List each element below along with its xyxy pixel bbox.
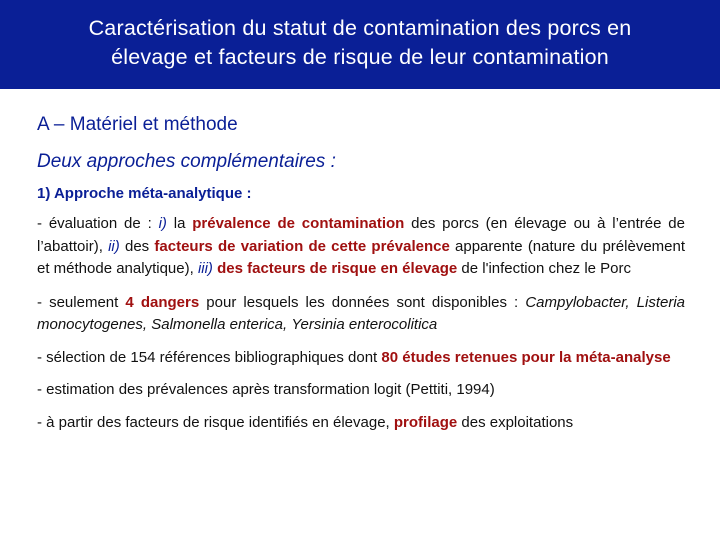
bullet-text: - estimation des prévalences après transformation logit (Pettiti, 1994) bbox=[37, 381, 495, 398]
roman-numeral: ii) bbox=[108, 237, 120, 255]
highlight-text: 80 études retenues pour la méta-analyse bbox=[381, 348, 671, 366]
header-divider bbox=[0, 88, 720, 89]
approach-1-title: 1) Approche méta-analytique : bbox=[37, 185, 252, 202]
bullet-text: apparente (nature du prélèvement et méthode analytique), bbox=[37, 237, 686, 277]
bullet-text: des exploitations bbox=[457, 413, 574, 431]
highlight-text: facteurs de variation de cette prévalence bbox=[154, 237, 450, 255]
species-name: Campylobacter, bbox=[525, 293, 630, 311]
bullet-dangers bbox=[37, 292, 685, 337]
bullet-selection bbox=[37, 347, 685, 370]
section-title: A – Matériel et méthode bbox=[37, 114, 238, 135]
roman-numeral: iii) bbox=[197, 260, 213, 277]
species-name: Yersinia enterocolitica bbox=[291, 316, 438, 333]
highlight-text: 4 dangers bbox=[125, 293, 200, 311]
bullet-text: - à partir des facteurs de risque identifiés en élevage, bbox=[37, 413, 394, 431]
highlight-text: profilage bbox=[393, 413, 458, 431]
bullet-text: - sélection de 154 références bibliographiques dont bbox=[37, 348, 382, 366]
bullet-text: des porcs (en élevage ou à l’entrée de l’abattoir), bbox=[37, 215, 685, 255]
bullet-text: la bbox=[166, 215, 193, 232]
slide-content bbox=[37, 112, 685, 434]
title-line-1: Caractérisation du statut de contamination des porcs en bbox=[88, 16, 632, 40]
roman-numeral: i) bbox=[158, 215, 167, 232]
bullet-text: de l'infection chez le Porc bbox=[457, 260, 632, 277]
title-line-2: élevage et facteurs de risque de leur contamination bbox=[111, 45, 609, 69]
bullet-text: des bbox=[119, 237, 155, 255]
bullet-text: - évaluation de : bbox=[37, 215, 159, 232]
bullet-text: - seulement bbox=[37, 293, 126, 311]
highlight-text: prévalence de contamination bbox=[192, 215, 405, 232]
approaches-heading: Deux approches complémentaires : bbox=[37, 151, 336, 172]
highlight-text: des facteurs de risque en élevage bbox=[217, 260, 458, 277]
bullet-evaluation bbox=[37, 213, 685, 281]
species-name: Listeria monocytogenes, bbox=[37, 293, 686, 333]
species-name: Salmonella enterica, bbox=[151, 316, 288, 333]
slide-header bbox=[0, 0, 720, 88]
bullet-estimation bbox=[37, 379, 685, 402]
bullet-text bbox=[630, 294, 637, 311]
bullet-profiling bbox=[37, 412, 685, 435]
bullet-text: pour lesquels les données sont disponibles : bbox=[199, 293, 526, 311]
